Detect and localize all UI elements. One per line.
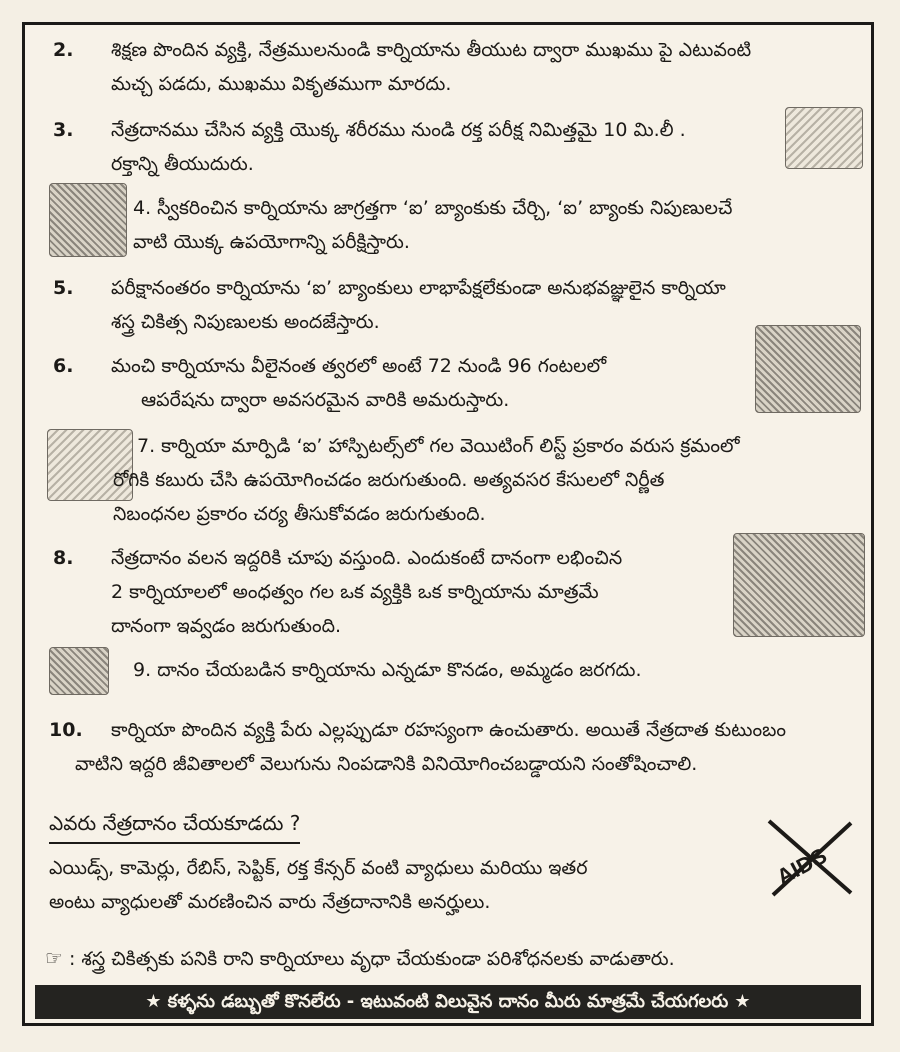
footer-banner: ★ కళ్ళను డబ్బుతో కొనలేరు - ఇటువంటి విలువైన దానం మీరు మాత్రమే చేయగలరు ★ [35,985,861,1019]
no-sale-illustration [49,647,109,695]
list-item-3 [53,113,686,181]
no-aids-icon [763,815,857,899]
item-text: ఆపరేషను ద్వారా అవసరమైన వారికి అమరుస్తారు. [141,389,510,411]
blood-sample-illustration [785,107,863,169]
note-line [45,941,675,976]
item-text: నేత్రదానము చేసిన వ్యక్తి యొక్క శరీరము నుండి రక్త పరీక్ష నిమిత్తమై 10 మి.లీ . [111,119,686,141]
list-item-2 [53,33,751,101]
item-text: రోగికి కబురు చేసి ఉపయోగించడం జరుగుతుంది. అత్యవసర కేసులలో నిర్ణీత [113,469,665,491]
list-item-6 [53,349,606,417]
list-item-9 [133,653,642,687]
item-number: 3. [53,119,74,141]
item-number: 2. [53,39,74,61]
item-text: 7. కార్నియా మార్పిడి ‘ఐ’ హాస్పిటల్స్‌లో గల వెయిటింగ్ లిస్ట్ ప్రకారం వరుస క్రమంలో [137,435,740,457]
item-number: 6. [53,355,74,377]
surgery-illustration [755,325,861,413]
item-text: నేత్రదానం వలన ఇద్దరికి చూపు వస్తుంది. ఎందుకంటే దానంగా లభించిన [111,547,623,569]
item-text: వాటిని ఇద్దరి జీవితాలలో వెలుగును నింపడానికి వినియోగించబడ్డాయని సంతోషించాలి. [75,753,698,775]
aids-label: AIDS [772,842,831,890]
list-item-4 [133,191,732,259]
item-text: మచ్చ పడదు, ముఖము వికృతముగా మారదు. [111,73,452,95]
pointing-hand-icon: ☞ [45,946,63,970]
item-text: రక్తాన్ని తీయుదురు. [111,153,254,175]
item-text: శస్త్ర చికిత్స నిపుణులకు అందజేస్తారు. [111,311,380,333]
item-text: దానంగా ఇవ్వడం జరుగుతుంది. [111,615,342,637]
item-text: శిక్షణ పొందిన వ్యక్తి, నేత్రములనుండి కార్నియాను తీయుట ద్వారా ముఖము పై ఎటువంటి [111,39,752,61]
item-text: కార్నియా పొందిన వ్యక్తి పేరు ఎల్లప్పుడూ రహస్యంగా ఉంచుతారు. అయితే నేత్రదాత కుటుంబం [111,719,787,741]
list-item-7 [113,429,740,531]
eye-bank-technician-illustration [49,183,127,257]
who-not-paragraph [49,851,588,919]
paragraph-text: అంటు వ్యాధులతో మరణించిన వారు నేత్రదానానికి అనర్హులు. [49,891,491,913]
item-text: మంచి కార్నియాను వీలైనంత త్వరలో అంటే 72 నుండి 96 గంటలలో [111,355,607,377]
paragraph-text: ఎయిడ్స్, కామెర్లు, రేబిస్, సెప్టిక్, రక్త కేన్సర్ వంటి వ్యాధులు మరియు ఇతర [49,857,588,879]
item-text: 9. దానం చేయబడిన కార్నియాను ఎన్నడూ కొనడం, అమ్మడం జరగదు. [133,659,642,681]
document-page [22,22,874,1026]
item-number: 10. [49,719,83,741]
children-photo [733,533,865,637]
item-text: 4. స్వీకరించిన కార్నియాను జాగ్రత్తగా ‘ఐ’ బ్యాంకుకు చేర్చి, ‘ఐ’ బ్యాంకు నిపుణులచే [133,197,733,219]
item-number: 5. [53,277,74,299]
item-text: వాటి యొక్క ఉపయోగాన్ని పరీక్షిస్తారు. [133,231,410,253]
item-text: పరీక్షానంతరం కార్నియాను ‘ఐ’ బ్యాంకులు లాభాపేక్షలేకుండా అనుభవజ్ఞులైన కార్నియా [111,277,726,299]
section-heading: ఎవరు నేత్రదానం చేయకూడదు ? [49,811,300,844]
note-text: : శస్త్ర చికిత్సకు పనికి రాని కార్నియాలు వృధా చేయకుండా పరిశోధనలకు వాడుతారు. [68,948,675,970]
item-text: 2 కార్నియాలలో అంధత్వం గల ఒక వ్యక్తికి ఒక కార్నియాను మాత్రమే [111,581,599,603]
list-item-10 [49,713,786,781]
list-item-5 [53,271,726,339]
list-item-8 [53,541,622,643]
item-text: నిబంధనల ప్రకారం చర్య తీసుకోవడం జరుగుతుంది. [113,503,486,525]
item-number: 8. [53,547,74,569]
